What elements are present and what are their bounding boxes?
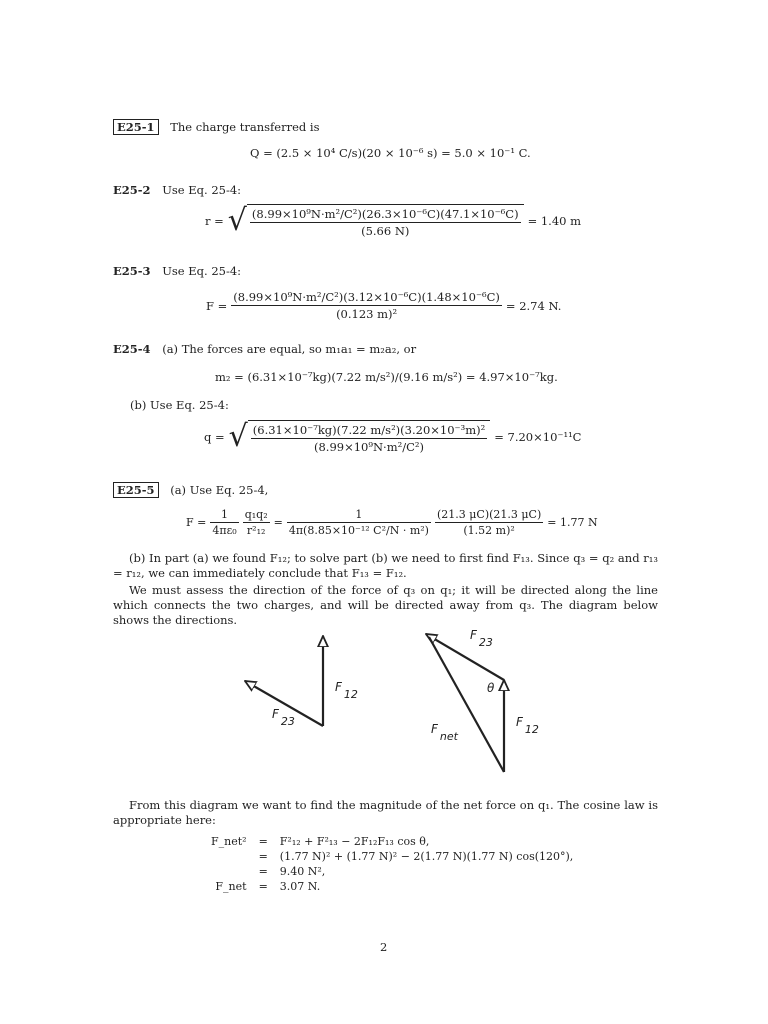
e25-4-lhs: q = <box>204 430 225 444</box>
equation-op: = <box>258 880 268 893</box>
equation-rhs: (1.77 N)² + (1.77 N)² − 2(1.77 N)(1.77 N) cos(120°), <box>279 850 574 863</box>
e25-5-equals: = <box>273 516 283 529</box>
e25-4-denominator: (8.99×10⁹N·m²/C²) <box>314 440 424 454</box>
e25-3-numerator: (8.99×10⁹N·m²/C²)(3.12×10⁻⁶C)(1.48×10⁻⁶C) <box>233 290 500 304</box>
label-sub: 23 <box>280 715 295 728</box>
right-theta-label: θ <box>487 681 495 695</box>
e25-3-text: Use Eq. 25-4: <box>162 264 242 278</box>
equation-row <box>205 864 579 879</box>
label-f: F <box>516 715 523 729</box>
frac4-den: (1.52 m)² <box>463 524 515 537</box>
e25-2-numerator: (8.99×10⁹N·m²/C²)(26.3×10⁻⁶C)(47.1×10⁻⁶C) <box>251 207 519 221</box>
e25-5-label: E25-5 <box>113 482 159 498</box>
e25-1-label: E25-1 <box>113 119 159 135</box>
equation-op: = <box>258 865 268 878</box>
e25-4-text-b: (b) Use Eq. 25-4: <box>130 398 229 412</box>
label-sub: 23 <box>478 636 493 649</box>
sqrt-sign: √ <box>228 419 248 454</box>
page-number: 2 <box>380 940 388 954</box>
e25-5-text-a: (a) Use Eq. 25-4, <box>170 483 269 497</box>
e25-5-result: = 1.77 N <box>547 516 598 529</box>
label-sub: 12 <box>524 723 539 736</box>
equation-row <box>205 879 579 894</box>
frac2-den: r²₁₂ <box>246 524 266 537</box>
e25-4-text-a: (a) The forces are equal, so m₁a₁ = m₂a₂, or <box>162 342 417 356</box>
right-f23-label <box>470 628 493 649</box>
label-sub: 12 <box>343 688 358 701</box>
equation-rhs: 3.07 N. <box>279 880 321 893</box>
label-f: F <box>470 628 477 642</box>
e25-5-lhs: F = <box>186 516 207 529</box>
equation-lhs: F_net <box>215 880 247 893</box>
equation-rhs: 9.40 N², <box>279 865 326 878</box>
frac2-num: q₁q₂ <box>244 508 268 521</box>
equation-row <box>205 849 579 864</box>
right-fnet-label <box>431 722 458 743</box>
cosine-law-body <box>205 834 579 894</box>
label-sub: net <box>439 730 458 743</box>
right-f12-label <box>516 715 539 736</box>
e25-4-label: E25-4 <box>113 342 151 356</box>
frac4-num: (21.3 μC)(21.3 μC) <box>436 508 542 521</box>
equation-op: = <box>258 850 268 863</box>
e25-1-text: The charge transferred is <box>170 120 320 134</box>
e25-2-label: E25-2 <box>113 183 151 197</box>
equation-lhs <box>205 849 253 864</box>
e25-3-denominator: (0.123 m)² <box>336 307 398 321</box>
label-f: F <box>335 680 342 694</box>
e25-2-text: Use Eq. 25-4: <box>162 183 242 197</box>
sqrt-sign: √ <box>227 203 247 238</box>
equation-lhs <box>205 864 253 879</box>
equation-rhs: F²₁₂ + F²₁₃ − 2F₁₂F₁₃ cos θ, <box>279 835 430 848</box>
e25-1-equation: Q = (2.5 × 10⁴ C/s)(20 × 10⁻⁶ s) = 5.0 × 10⁻¹ C. <box>250 146 531 160</box>
cosine-law-equations <box>205 834 579 894</box>
e25-3-label: E25-3 <box>113 264 151 278</box>
e25-3-result: = 2.74 N. <box>505 298 562 313</box>
e25-2-denominator: (5.66 N) <box>361 224 410 238</box>
frac3-den: 4π(8.85×10⁻¹² C²/N · m²) <box>288 524 429 537</box>
equation-op: = <box>258 835 268 848</box>
e25-2-result: = 1.40 m <box>527 214 582 228</box>
e25-4-result: = 7.20×10⁻¹¹C <box>494 430 582 444</box>
frac3-num: 1 <box>287 508 431 523</box>
left-f23-label <box>272 707 295 728</box>
label-f: F <box>431 722 438 736</box>
e25-5-para-c: We must assess the direction of the force of q₃ on q₁; it will be directed along the line which connects the two charges, and will be directed away from q₃. The diagram below shows the directions. <box>113 583 658 627</box>
frac1-den: 4πε₀ <box>212 524 237 537</box>
label-f: F <box>272 707 279 721</box>
equation-row <box>205 834 579 849</box>
e25-3-lhs: F = <box>206 298 228 313</box>
e25-2-lhs: r = <box>205 214 224 228</box>
e25-5-para-d: From this diagram we want to find the magnitude of the net force on q₁. The cosine law is appropriate here: <box>113 798 658 827</box>
e25-4-equation-a: m₂ = (6.31×10⁻⁷kg)(7.22 m/s²)/(9.16 m/s²) = 4.97×10⁻⁷kg. <box>215 370 558 384</box>
e25-4-numerator: (6.31×10⁻⁷kg)(7.22 m/s²)(3.20×10⁻³m)² <box>252 423 486 437</box>
frac1-num: 1 <box>210 508 238 523</box>
e25-5-para-b: (b) In part (a) we found F₁₂; to solve part (b) we need to first find F₁₃. Since q₃ = q₂ and r₁₃ = r₁₂, we can immediately conclude that F₁₃ = F₁₂. <box>113 551 658 580</box>
equation-lhs: F_net² <box>211 835 247 848</box>
left-f12-label <box>335 680 358 701</box>
